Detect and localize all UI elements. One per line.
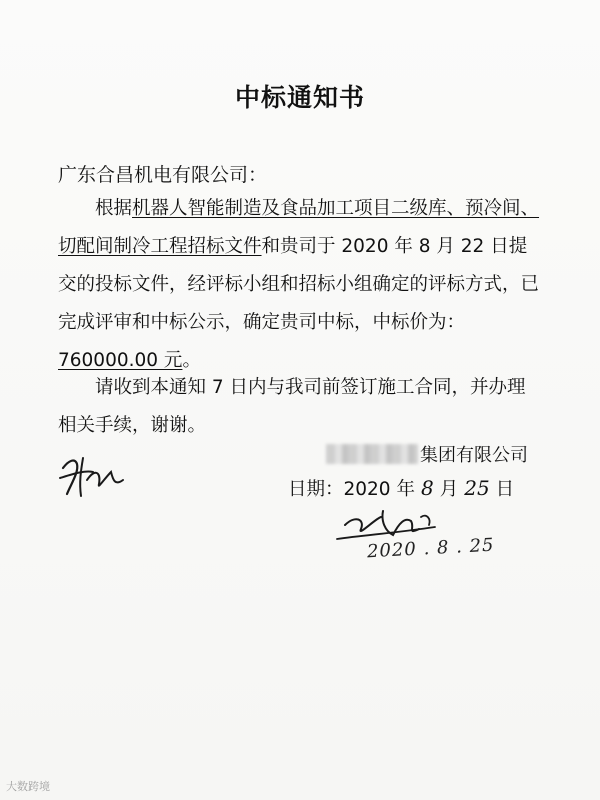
issuer-company	[326, 441, 528, 467]
project-name: 机器人智能制造及食品加工项目二级库、预冷间、切配间制冷工程招标文件	[58, 198, 540, 257]
paragraph-award	[58, 190, 544, 380]
issuer-company-suffix: 集团有限公司	[420, 445, 528, 466]
date-day-handwritten: 25	[464, 476, 490, 500]
date-prefix: 日期：2020 年	[288, 479, 415, 500]
document-title: 中标通知书	[234, 83, 365, 112]
para-prefix: 根据	[95, 198, 133, 219]
salutation: 广东合昌机电有限公司：	[58, 164, 268, 186]
watermark	[6, 778, 50, 794]
redacted-company-name	[326, 444, 418, 464]
watermark-text: 大数跨境	[6, 780, 50, 793]
signature-date-handwritten: 2020 . 8 . 25	[366, 534, 495, 563]
issue-date	[288, 475, 514, 501]
date-month-handwritten: 8	[420, 476, 434, 500]
contract-instruction: 请收到本通知 7 日内与我司前签订施工合同，并办理相关手续，谢谢。	[58, 377, 526, 436]
paragraph-contract	[58, 369, 544, 445]
date-month-unit: 月	[439, 479, 459, 500]
handwritten-signature-left	[55, 450, 130, 500]
bid-price: 760000.00 元	[58, 350, 183, 371]
date-day-unit: 日	[495, 479, 515, 500]
para-suffix: 。	[182, 350, 201, 371]
para-middle: 和贵司于 2020 年 8 月 22 日提交的投标文件，经评标小组和招标小组确定的评标方式，已完成评审和中标公示，确定贵司中标，中标价为：	[58, 236, 540, 333]
